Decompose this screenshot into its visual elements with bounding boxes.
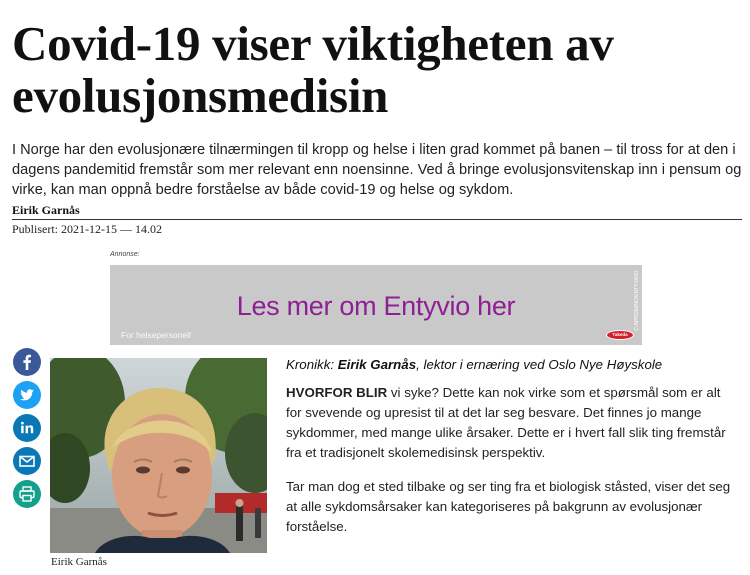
body-paragraph-2: Tar man dog et sted tilbake og ser ting fra et biologisk ståsted, viser det seg at alle sykdomsårsaker kan kategoriseres på bakgrunn av evolusjonær forståelse. [286, 479, 731, 534]
share-print-button[interactable] [13, 480, 41, 508]
linkedin-icon [13, 414, 41, 442]
paragraph-lead-words: HVORFOR BLIR [286, 385, 388, 400]
paragraph-1-text: vi syke? Dette kan nok virke som et spørsmål som er alt for svevende og upresist til at det lar seg besvare. Det finnes jo mange sykdommer, med mange ulike årsaker. Dette er i hvert fall slik ting fremstår fra et tradisjonelt skolemedisinsk perspektiv. [286, 385, 726, 460]
share-twitter-button[interactable] [13, 381, 41, 409]
byline [12, 203, 742, 237]
body-paragraph-1 [286, 383, 731, 463]
chronicle-prefix: Kronikk: [286, 357, 335, 372]
publish-date: Publisert: 2021-12-15 — 14.02 [12, 222, 162, 236]
ad-brand-logo: Takeda [606, 330, 634, 340]
chronicle-author: Eirik Garnås [337, 357, 417, 372]
author-name[interactable]: Eirik Garnås [12, 203, 742, 220]
ad-subline: For helsepersonell [121, 330, 191, 340]
share-email-button[interactable] [13, 447, 41, 475]
article-body [286, 355, 731, 537]
chronicle-intro [286, 355, 731, 375]
ad-label: Annonse: [110, 251, 140, 258]
share-linkedin-button[interactable] [13, 414, 41, 442]
ad-headline: Les mer om Entyvio her [236, 291, 516, 321]
author-portrait-image [50, 358, 267, 553]
share-facebook-button[interactable] [13, 348, 41, 376]
photo-caption: Eirik Garnås [51, 556, 107, 568]
chronicle-author-title: , lektor i ernæring ved Oslo Nye Høyskole [416, 357, 663, 372]
printer-icon [13, 480, 41, 508]
ad-reference-code: C-APROM/NO/ENTY/0030 [634, 271, 640, 331]
article-headline: Covid-19 viser viktigheten av evolusjonsmedisin [12, 16, 614, 123]
article-lede: I Norge har den evolusjonære tilnærmingen til kropp og helse i liten grad kommet på banen – til tross for at den i dagens pandemitid fremstår som mer relevant enn noensinne. Ved å bringe evolusjonsvitenskap inn i pensum og virke, kan man oppnå bedre forståelse av både covid-19 og helse og sykdom. [12, 142, 742, 198]
author-photo [50, 358, 267, 553]
twitter-icon [13, 381, 41, 409]
ad-banner[interactable] [110, 265, 642, 345]
facebook-icon [13, 348, 41, 376]
envelope-icon [13, 447, 41, 475]
